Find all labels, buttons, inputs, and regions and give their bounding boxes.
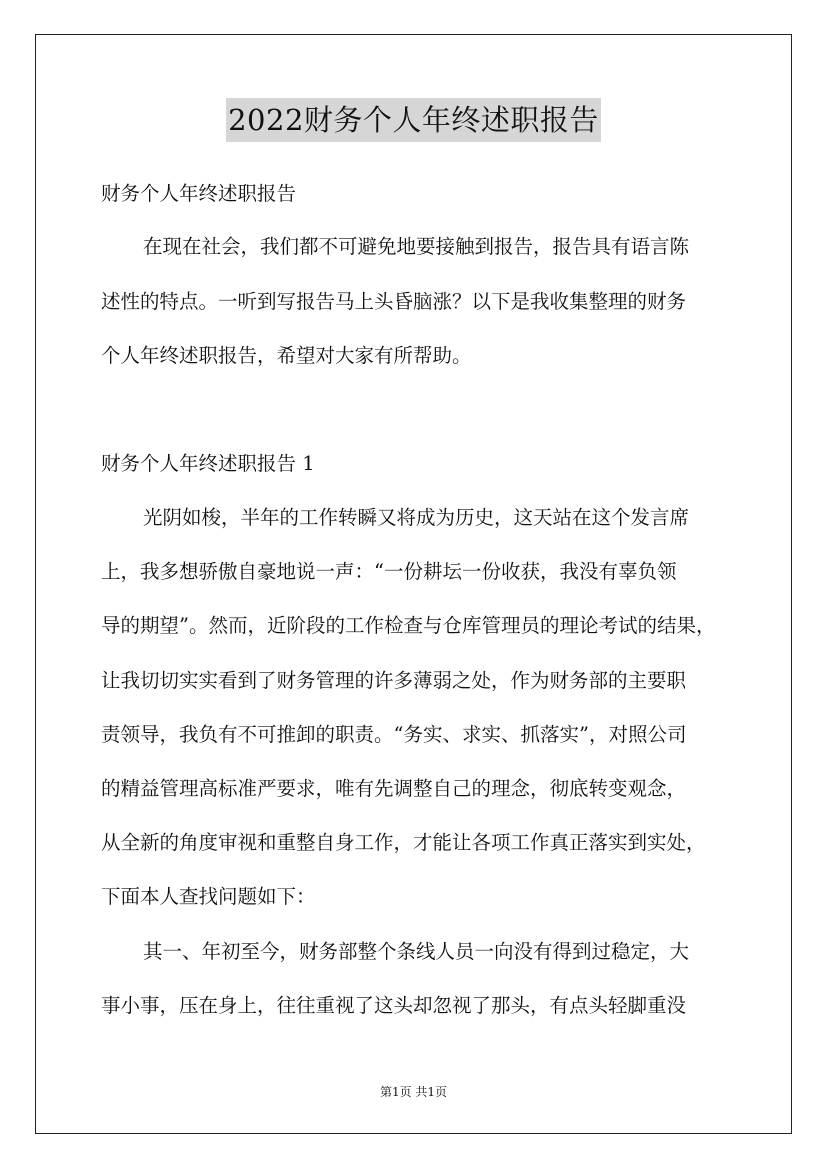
intro-line: 在现在社会，我们都不可避免地要接触到报告，报告具有语言陈	[143, 235, 690, 258]
document-title: 2022财务个人年终述职报告	[226, 98, 601, 142]
body-line: 光阴如梭，半年的工作转瞬又将成为历史，这天站在这个发言席	[143, 506, 690, 529]
section-heading: 财务个人年终述职报告 1	[101, 452, 315, 475]
page-footer: 第1页 共1页	[379, 1085, 448, 1099]
body-line: 让我切切实实看到了财务管理的许多薄弱之处，作为财务部的主要职	[101, 669, 687, 692]
body-line: 上，我多想骄傲自豪地说一声：“一份耕坛一份收获，我没有辜负领	[101, 560, 677, 583]
title-container	[0, 98, 827, 142]
body-line: 导的期望”。然而，近阶段的工作检查与仓库管理员的理论考试的结果，	[101, 614, 716, 637]
body-line: 其一、年初至今，财务部整个条线人员一向没有得到过稳定，大	[143, 940, 690, 963]
intro-line: 个人年终述职报告，希望对大家有所帮助。	[101, 344, 472, 367]
body-line: 事小事，压在身上，往往重视了这头却忽视了那头，有点头轻脚重没	[101, 994, 687, 1017]
body-line: 的精益管理高标准严要求，唯有先调整自己的理念，彻底转变观念，	[101, 777, 687, 800]
body-line: 从全新的角度审视和重整自身工作，才能让各项工作真正落实到实处，	[101, 831, 706, 854]
document-subtitle: 财务个人年终述职报告	[101, 182, 297, 205]
intro-line: 述性的特点。一听到写报告马上头昏脑涨？以下是我收集整理的财务	[101, 290, 687, 313]
body-line: 责领导，我负有不可推卸的职责。“务实、求实、抓落实”，对照公司	[101, 723, 687, 746]
body-line: 下面本人查找问题如下：	[101, 885, 316, 908]
